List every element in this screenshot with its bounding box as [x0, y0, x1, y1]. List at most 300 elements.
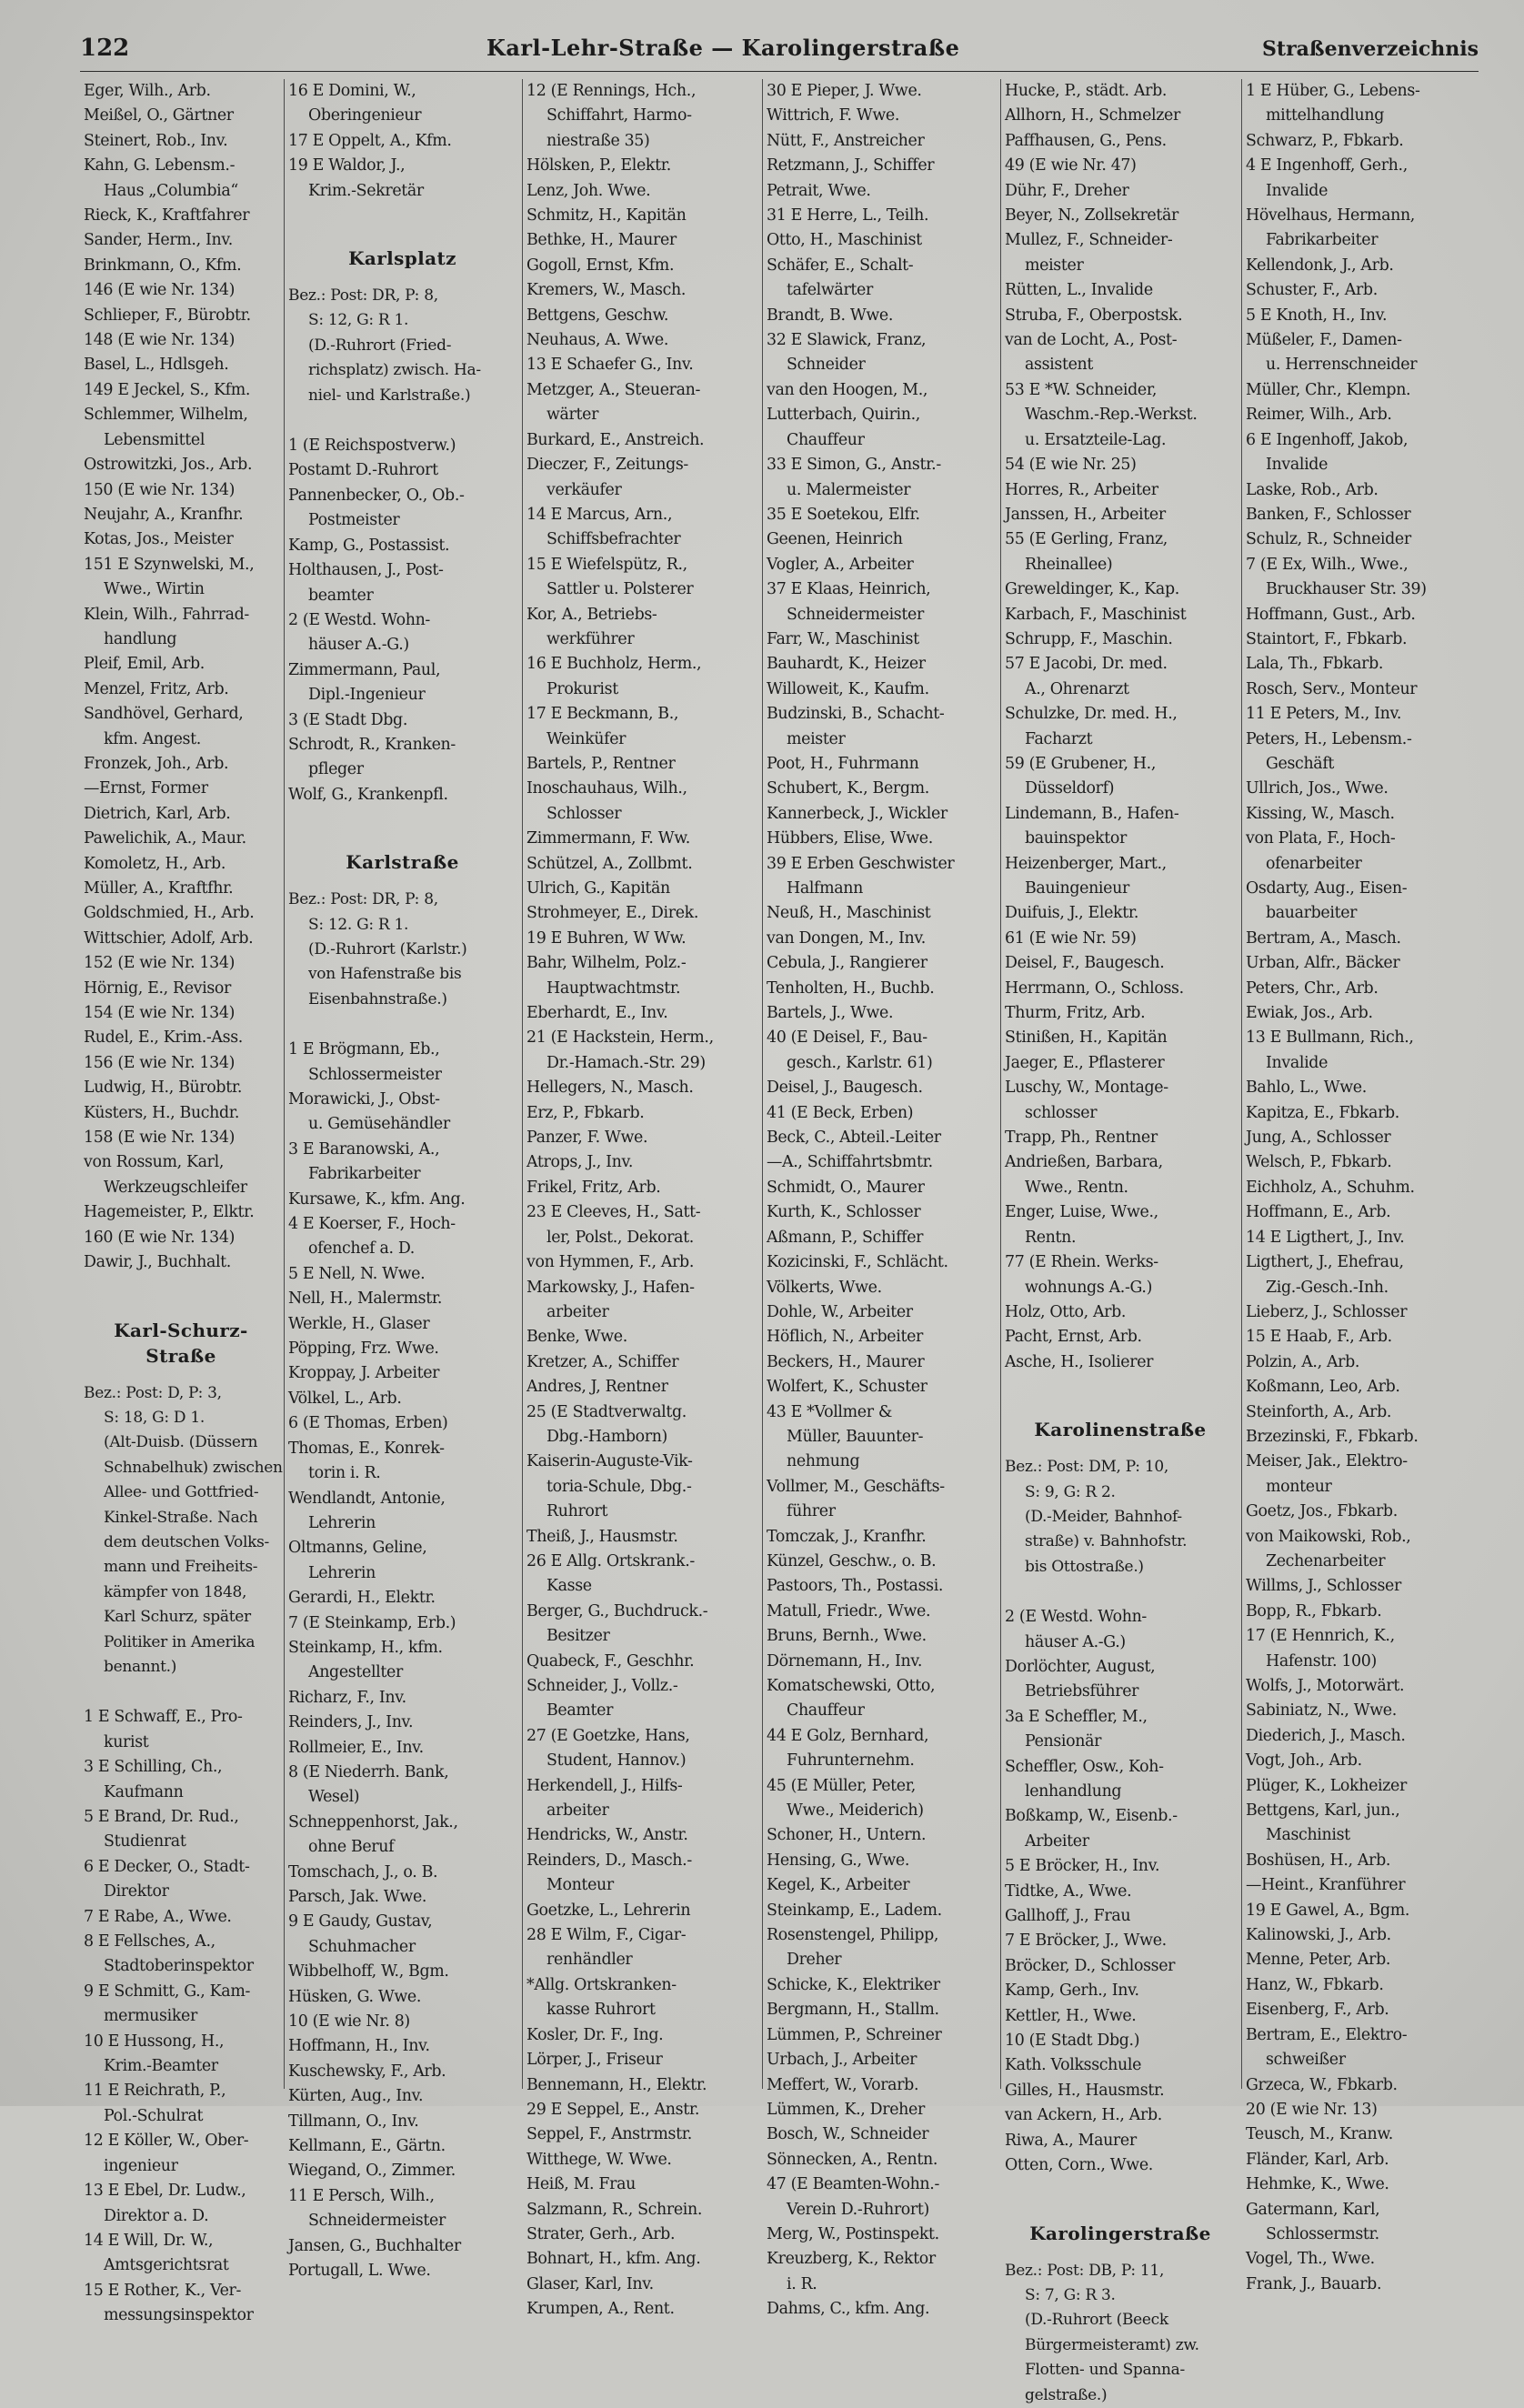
directory-entry: Komoletz, H., Arb. — [84, 854, 226, 873]
directory-entry: Wittrich, F. Wwe. — [767, 106, 900, 125]
directory-entry: Kamp, G., Postassist. — [288, 536, 450, 555]
directory-entry: Dawir, J., Buchhalt. — [84, 1253, 231, 1272]
street-description-line: straße) v. Bahnhofstr. — [1025, 1532, 1188, 1551]
street-description-line: S: 18, G: D 1. — [104, 1408, 205, 1427]
directory-entry: Metzger, A., Steueran- — [526, 380, 701, 399]
directory-entry: Völkel, L., Arb. — [288, 1389, 402, 1408]
directory-entry: Kozicinski, F., Schlächt. — [767, 1253, 948, 1272]
directory-entry: mittelhandlung — [1266, 106, 1384, 125]
directory-entry: 15 E Rother, K., Ver- — [84, 2281, 242, 2300]
directory-entry: ofenarbeiter — [1266, 854, 1362, 873]
directory-entry: Hoffmann, Gust., Arb. — [1246, 605, 1416, 624]
directory-entry: Pawelichik, A., Maur. — [84, 829, 246, 848]
directory-entry: Reinders, D., Masch.- — [526, 1851, 692, 1870]
col1b-entries — [84, 1705, 278, 2328]
street-description-line: S: 7, G: R 3. — [1025, 2285, 1116, 2304]
directory-entry: Diederich, J., Masch. — [1246, 1726, 1406, 1745]
directory-entry: Hensing, G., Wwe. — [767, 1851, 910, 1870]
column-4 — [763, 79, 1001, 2319]
directory-entry: Schmidt, O., Maurer — [767, 1178, 925, 1197]
directory-entry: *Allg. Ortskranken- — [526, 1975, 677, 1994]
directory-entry: 17 E Oppelt, A., Kfm. — [288, 131, 452, 150]
directory-entry: Ludwig, H., Bürobtr. — [84, 1079, 243, 1098]
directory-entry: Direktor — [104, 1882, 169, 1901]
directory-entry: 7 E Rabe, A., Wwe. — [84, 1907, 232, 1926]
directory-entry: 21 (E Hackstein, Herm., — [526, 1028, 714, 1048]
directory-entry: Chauffeur — [787, 1701, 865, 1721]
street-description-line: kämpfer von 1848, — [104, 1582, 247, 1601]
directory-entry: Hölsken, P., Elektr. — [526, 156, 671, 176]
directory-entry: 7 (E Steinkamp, Erb.) — [288, 1613, 456, 1632]
directory-entry: Andres, J, Rentner — [526, 1378, 668, 1397]
directory-entry: Karbach, F., Maschinist — [1005, 605, 1187, 624]
directory-entry: Verein D.-Ruhrort) — [787, 2200, 929, 2219]
directory-entry: Morawicki, J., Obst- — [288, 1090, 440, 1109]
directory-entry: u. Gemüsehändler — [308, 1115, 450, 1134]
directory-entry: Düsseldorf) — [1025, 779, 1115, 798]
directory-entry: Fuhrunternehm. — [787, 1751, 915, 1771]
directory-entry: Hauptwachtmstr. — [546, 978, 681, 998]
directory-entry: Vollmer, M., Geschäfts- — [767, 1477, 945, 1496]
street-description-line: Eisenbahnstraße.) — [308, 989, 447, 1008]
directory-entry: Jaeger, E., Pflasterer — [1005, 1053, 1165, 1072]
directory-entry: Schlossermeister — [308, 1065, 442, 1084]
street-description-line: Bez.: Post: DR, P: 8, — [288, 890, 438, 909]
directory-entry: Dorlöchter, August, — [1005, 1657, 1156, 1676]
directory-entry: Krim.-Sekretär — [308, 181, 424, 200]
directory-entry: Pol.-Schulrat — [104, 2106, 204, 2125]
directory-entry: 3 E Baranowski, A., — [288, 1139, 440, 1159]
directory-entry: Wiegand, O., Zimmer. — [288, 2162, 456, 2181]
directory-entry: Schneidermeister — [787, 605, 924, 624]
directory-entry: Dietrich, Karl, Arb. — [84, 804, 231, 823]
directory-entry: van Dongen, M., Inv. — [767, 928, 926, 948]
street-description-line: (Alt-Duisb. (Düssern — [104, 1433, 258, 1452]
directory-entry: 44 E Golz, Bernhard, — [767, 1726, 929, 1745]
directory-entry: von Maikowski, Rob., — [1246, 1527, 1411, 1546]
directory-entry: Wwe., Meiderich) — [787, 1801, 924, 1821]
directory-entry: Schwarz, P., Fbkarb. — [1246, 131, 1404, 150]
directory-entry: Dühr, F., Dreher — [1005, 181, 1129, 200]
directory-entry: i. R. — [787, 2274, 817, 2293]
directory-entry: Pannenbecker, O., Ob.- — [288, 486, 465, 505]
directory-entry: Waschm.-Rep.-Werkst. — [1025, 406, 1198, 425]
directory-entry: 14 E Will, Dr. W., — [84, 2231, 214, 2250]
directory-entry: Wolfs, J., Motorwärt. — [1246, 1677, 1405, 1695]
directory-entry: Retzmann, J., Schiffer — [767, 156, 935, 176]
directory-entry: Schrupp, F., Maschin. — [1005, 629, 1173, 648]
directory-entry: Kretzer, A., Schiffer — [526, 1352, 679, 1371]
directory-entry: Merg, W., Postinspekt. — [767, 2224, 939, 2243]
directory-entry: Schneidermeister — [308, 2212, 446, 2231]
directory-entry: Wesel) — [308, 1788, 360, 1807]
directory-entry: Wittschier, Adolf, Arb. — [84, 928, 254, 948]
directory-entry: Parsch, Jak. Wwe. — [288, 1888, 427, 1906]
directory-entry: Urban, Alfr., Bäcker — [1246, 954, 1400, 973]
directory-entry: Dbg.-Hamborn) — [546, 1427, 667, 1446]
street-description-line: Kinkel-Straße. Nach — [104, 1508, 258, 1527]
directory-entry: Tillmann, O., Inv. — [288, 2112, 419, 2131]
street-description-line: bis Ottostraße.) — [1025, 1557, 1144, 1576]
directory-entry: 47 (E Beamten-Wohn.- — [767, 2175, 939, 2194]
directory-entry: assistent — [1025, 356, 1094, 375]
directory-entry: Rosch, Serv., Monteur — [1246, 679, 1418, 698]
directory-entry: mermusiker — [104, 2007, 197, 2026]
directory-entry: 158 (E wie Nr. 134) — [84, 1129, 235, 1148]
directory-entry: von Plata, F., Hoch- — [1246, 829, 1396, 848]
directory-entry: Arbeiter — [1025, 1831, 1089, 1851]
directory-entry: Seppel, F., Anstrmstr. — [526, 2125, 692, 2144]
directory-entry: Kurth, K., Schlosser — [767, 1203, 921, 1222]
directory-entry: Burkard, E., Anstreich. — [526, 430, 705, 449]
directory-entry: Steinert, Rob., Inv. — [84, 131, 228, 150]
directory-entry: Pacht, Ernst, Arb. — [1005, 1328, 1142, 1347]
directory-entry: Müller, Bauunter- — [787, 1427, 924, 1446]
directory-entry: Goetzke, L., Lehrerin — [526, 1901, 691, 1920]
directory-entry: Pastoors, Th., Postassi. — [767, 1577, 944, 1596]
directory-entry: Willoweit, K., Kaufm. — [767, 679, 929, 698]
directory-entry: Scheffler, Osw., Koh- — [1005, 1757, 1164, 1776]
directory-entry: 13 E Ebel, Dr. Ludw., — [84, 2182, 246, 2201]
directory-entry: Bethke, H., Maurer — [526, 231, 677, 250]
directory-entry: Klein, Wilh., Fahrrad- — [84, 605, 249, 624]
directory-entry: 54 (E wie Nr. 25) — [1005, 456, 1137, 475]
directory-entry: Beckers, H., Maurer — [767, 1352, 925, 1371]
directory-entry: Dr.-Hamach.-Str. 29) — [546, 1053, 706, 1072]
column-3 — [523, 79, 763, 2319]
directory-entry: Vogel, Th., Wwe. — [1246, 2250, 1375, 2269]
street-description-line: niel- und Karlstraße.) — [308, 386, 471, 405]
directory-entry: 57 E Jacobi, Dr. med. — [1005, 655, 1168, 674]
directory-entry: 2 (E Westd. Wohn- — [288, 610, 430, 629]
directory-entry: Tomczak, J., Kranfhr. — [767, 1527, 927, 1546]
directory-entry: arbeiter — [546, 1801, 609, 1821]
directory-entry: Dohle, W., Arbeiter — [767, 1302, 913, 1321]
directory-entry: Witthege, W. Wwe. — [526, 2150, 672, 2169]
directory-entry: Asche, H., Isolierer — [1005, 1352, 1154, 1371]
directory-entry: Vogler, A., Arbeiter — [767, 555, 914, 574]
directory-entry: Kreuzberg, K., Rektor — [767, 2250, 936, 2269]
directory-entry: Theiß, J., Hausmstr. — [526, 1527, 678, 1546]
directory-entry: Glaser, Karl, Inv. — [526, 2274, 654, 2293]
directory-entry: Steinforth, A., Arb. — [1246, 1402, 1392, 1421]
directory-entry: Oltmanns, Geline, — [288, 1539, 427, 1558]
directory-entry: nehmung — [787, 1452, 860, 1471]
directory-entry: 37 E Klaas, Heinrich, — [767, 580, 931, 599]
directory-entry: Hanz, W., Fbkarb. — [1246, 1975, 1384, 1994]
directory-entry: Farr, W., Maschinist — [767, 629, 919, 648]
directory-entry: Portugall, L. Wwe. — [288, 2262, 431, 2281]
directory-entry: Kremers, W., Masch. — [526, 281, 687, 300]
directory-entry: Prokurist — [546, 679, 618, 698]
directory-entry: Tenholten, H., Buchb. — [767, 978, 935, 998]
directory-entry: Trapp, Ph., Rentner — [1005, 1129, 1158, 1148]
directory-entry: werkführer — [546, 629, 635, 648]
directory-entry: Kath. Volksschule — [1005, 2056, 1142, 2075]
directory-entry: 148 (E wie Nr. 134) — [84, 331, 235, 350]
directory-entry: Sabiniatz, N., Wwe. — [1246, 1701, 1397, 1721]
column-1 — [80, 79, 285, 2325]
street-description-line: (D.-Ruhrort (Karlstr.) — [308, 939, 467, 958]
directory-entry: Inoschauhaus, Wilh., — [526, 779, 687, 798]
directory-entry: Lala, Th., Fbkarb. — [1246, 655, 1384, 674]
directory-entry: Bröcker, D., Schlosser — [1005, 1956, 1176, 1975]
street-description-line: Schnabelhuk) zwischen — [104, 1458, 283, 1477]
directory-entry: 3 (E Stadt Dbg. — [288, 710, 408, 729]
directory-entry: Kosler, Dr. F., Ing. — [526, 2025, 664, 2044]
directory-entry: Bohnart, H., kfm. Ang. — [526, 2250, 701, 2269]
directory-entry: Hoffmann, H., Inv. — [288, 2037, 430, 2056]
col6-entries — [1246, 79, 1473, 2297]
directory-entry: Bettgens, Geschw. — [526, 306, 669, 325]
col2c-entries — [288, 1038, 516, 2283]
directory-entry: Amtsgerichtsrat — [104, 2256, 229, 2275]
directory-entry: Frikel, Fritz, Arb. — [526, 1178, 661, 1197]
directory-entry: Willms, J., Schlosser — [1246, 1577, 1401, 1596]
directory-entry: Bartels, J., Wwe. — [767, 1004, 894, 1023]
directory-entry: Schmitz, H., Kapitän — [526, 206, 687, 226]
directory-entry: 3a E Scheffler, M., — [1005, 1707, 1148, 1726]
directory-entry: Thomas, E., Konrek- — [288, 1439, 445, 1458]
street-description-line: S: 12, G: R 1. — [308, 311, 409, 330]
directory-entry: Haus „Columbia“ — [104, 181, 238, 200]
directory-entry: ler, Polst., Dekorat. — [546, 1228, 694, 1247]
directory-entry: Berger, G., Buchdruck.- — [526, 1601, 708, 1620]
directory-entry: bauinspektor — [1025, 829, 1127, 848]
directory-entry: Fabrikarbeiter — [308, 1165, 421, 1184]
directory-entry: Gerardi, H., Elektr. — [288, 1589, 436, 1608]
directory-entry: kasse Ruhrort — [546, 2001, 656, 2020]
directory-entry: Oberingenieur — [308, 106, 422, 125]
directory-entry: Sandhövel, Gerhard, — [84, 705, 244, 724]
directory-entry: Bettgens, Karl, jun., — [1246, 1801, 1400, 1821]
directory-entry: Gogoll, Ernst, Kfm. — [526, 256, 675, 275]
page-title: Karl-Lehr-Straße — Karolingerstraße — [486, 35, 960, 61]
directory-entry: Lümmen, P., Schreiner — [767, 2025, 942, 2044]
directory-entry: Fländer, Karl, Arb. — [1246, 2150, 1389, 2169]
directory-entry: Dahms, C., kfm. Ang. — [767, 2300, 930, 2319]
street-heading-karolingerstrasse: Karolingerstraße — [1029, 2222, 1211, 2244]
directory-entry: Herkendell, J., Hilfs- — [526, 1776, 683, 1795]
directory-entry: Schlemmer, Wilhelm, — [84, 406, 248, 425]
directory-entry: 10 (E wie Nr. 8) — [288, 2012, 410, 2032]
directory-entry: Maschinist — [1266, 1826, 1350, 1845]
directory-entry: 35 E Soetekou, Elfr. — [767, 505, 920, 524]
directory-entry: verkäufer — [546, 480, 622, 499]
directory-entry: Hagemeister, P., Elktr. — [84, 1203, 255, 1222]
directory-entry: Horres, R., Arbeiter — [1005, 480, 1158, 499]
directory-entry: Enger, Luise, Wwe., — [1005, 1203, 1158, 1222]
street-heading-karolinenstrasse: Karolinenstraße — [1034, 1419, 1207, 1441]
directory-entry: Meffert, W., Vorarb. — [767, 2075, 919, 2094]
directory-entry: van den Hoogen, M., — [767, 380, 928, 399]
directory-entry: 33 E Simon, G., Anstr.- — [767, 456, 941, 475]
directory-entry: Lehrerin — [308, 1513, 376, 1532]
directory-entry: Zimmermann, Paul, — [288, 660, 441, 679]
directory-entry: Sander, Herm., Inv. — [84, 231, 233, 250]
directory-entry: 7 (E Ex, Wilh., Wwe., — [1246, 555, 1409, 574]
directory-entry: 41 (E Beck, Erben) — [767, 1103, 914, 1122]
directory-entry: Matull, Friedr., Wwe. — [767, 1601, 931, 1620]
directory-entry: Poot, H., Fuhrmann — [767, 754, 919, 773]
directory-entry: Stinißen, H., Kapitän — [1005, 1028, 1168, 1048]
directory-entry: Student, Hannov.) — [546, 1751, 687, 1771]
col4-entries — [767, 79, 995, 2323]
directory-entry: Allhorn, H., Schmelzer — [1005, 106, 1180, 125]
directory-entry: Invalide — [1266, 456, 1328, 475]
directory-entry: Komatschewski, Otto, — [767, 1677, 936, 1695]
directory-entry: Schubert, K., Bergm. — [767, 779, 929, 798]
directory-entry: 5 E Bröcker, H., Inv. — [1005, 1857, 1160, 1876]
column-6 — [1242, 79, 1479, 2293]
directory-entry: Bruns, Bernh., Wwe. — [767, 1627, 927, 1646]
directory-entry: Sönnecken, A., Rentn. — [767, 2150, 937, 2169]
directory-entry: Kapitza, E., Fbkarb. — [1246, 1103, 1399, 1122]
directory-entry: Kannerbeck, J., Wickler — [767, 804, 947, 823]
directory-entry: Invalide — [1266, 1053, 1328, 1072]
directory-entry: Geschäft — [1266, 754, 1335, 773]
directory-entry: Basel, L., Hdlsgeh. — [84, 356, 229, 375]
directory-entry: Paffhausen, G., Pens. — [1005, 131, 1167, 150]
directory-entry: Beamter — [546, 1701, 614, 1721]
directory-entry: Küsters, H., Buchdr. — [84, 1103, 240, 1122]
directory-entry: Hendricks, W., Anstr. — [526, 1826, 688, 1845]
directory-entry: 6 E Decker, O., Stadt- — [84, 1857, 250, 1876]
directory-entry: Künzel, Geschw., o. B. — [767, 1551, 937, 1570]
directory-entry: Kettler, H., Wwe. — [1005, 2006, 1137, 2025]
directory-entry: pfleger — [308, 760, 364, 779]
directory-entry: —A., Schiffahrtsbmtr. — [767, 1153, 933, 1172]
directory-entry: Kaufmann — [104, 1782, 184, 1801]
directory-entry: Hafenstr. 100) — [1266, 1651, 1377, 1671]
directory-entry: 13 E Bullmann, Rich., — [1246, 1028, 1414, 1048]
directory-entry: Lebensmittel — [104, 430, 206, 449]
directory-entry: 17 (E Hennrich, K., — [1246, 1627, 1395, 1646]
directory-entry: Neuß, H., Maschinist — [767, 904, 931, 923]
directory-entry: Heiß, M. Frau — [526, 2175, 636, 2194]
directory-entry: 8 E Fellsches, A., — [84, 1932, 216, 1951]
directory-entry: 77 (E Rhein. Werks- — [1005, 1253, 1158, 1272]
directory-entry: 6 (E Thomas, Erben) — [288, 1414, 448, 1433]
directory-entry: 1 (E Reichspostverw.) — [288, 436, 456, 456]
directory-entry: 27 (E Goetzke, Hans, — [526, 1726, 690, 1745]
directory-entry: Meiser, Jak., Elektro- — [1246, 1452, 1408, 1471]
street-description-line: richsplatz) zwisch. Ha- — [308, 361, 481, 380]
directory-entry: Osdarty, Aug., Eisen- — [1246, 879, 1408, 898]
directory-entry: 156 (E wie Nr. 134) — [84, 1053, 235, 1072]
directory-entry: Laske, Rob., Arb. — [1246, 480, 1379, 499]
directory-entry: Bahr, Wilhelm, Polz.- — [526, 954, 687, 973]
directory-entry: Kellendonk, J., Arb. — [1246, 256, 1394, 275]
directory-entry: Schuster, F., Arb. — [1246, 281, 1378, 300]
directory-entry: 152 (E wie Nr. 134) — [84, 954, 235, 973]
directory-entry: Bosch, W., Schneider — [767, 2125, 929, 2144]
directory-entry: 160 (E wie Nr. 134) — [84, 1228, 235, 1247]
directory-entry: gesch., Karlstr. 61) — [787, 1053, 933, 1072]
directory-entry: Andrießen, Barbara, — [1005, 1153, 1163, 1172]
directory-entry: Zechenarbeiter — [1266, 1551, 1386, 1570]
directory-entry: Rudel, E., Krim.-Ass. — [84, 1028, 243, 1048]
directory-entry: Chauffeur — [787, 430, 865, 449]
directory-entry: Schulzke, Dr. med. H., — [1005, 705, 1178, 724]
directory-entry: 5 E Nell, N. Wwe. — [288, 1264, 426, 1283]
directory-entry: 151 E Szynwelski, M., — [84, 555, 255, 574]
street-description-line: (D.-Ruhrort (Beeck — [1025, 2311, 1168, 2330]
directory-entry: Kellmann, E., Gärtn. — [288, 2137, 446, 2156]
directory-entry: Pleif, Emil, Arb. — [84, 655, 205, 674]
directory-entry: 149 E Jeckel, S., Kfm. — [84, 380, 251, 399]
street-description-line: Karl Schurz, später — [104, 1608, 251, 1627]
street-description-line: (D.-Meider, Bahnhof- — [1025, 1507, 1182, 1526]
directory-entry: Bertram, A., Masch. — [1246, 928, 1401, 948]
directory-entry: Urbach, J., Arbeiter — [767, 2051, 917, 2070]
directory-entry: Welsch, P., Fbkarb. — [1246, 1153, 1392, 1172]
directory-entry: Schützel, A., Zollbmt. — [526, 854, 693, 873]
directory-entry: 19 E Buhren, W Ww. — [526, 928, 687, 948]
directory-entry: Deisel, J., Baugesch. — [767, 1079, 923, 1098]
directory-entry: Schiffahrt, Harmo- — [546, 106, 692, 125]
directory-entry: Nütt, F., Anstreicher — [767, 131, 925, 150]
directory-entry: 61 (E wie Nr. 59) — [1005, 928, 1137, 948]
directory-entry: 8 (E Niederrh. Bank, — [288, 1762, 449, 1781]
directory-entry: Steinkamp, H., kfm. — [288, 1638, 443, 1657]
directory-entry: Halfmann — [787, 879, 863, 898]
directory-entry: Besitzer — [546, 1627, 610, 1646]
col2a-entries — [288, 79, 516, 204]
col1-bez — [84, 1381, 283, 1681]
directory-entry: 16 E Buchholz, Herm., — [526, 655, 702, 674]
directory-entry: Direktor a. D. — [104, 2206, 209, 2225]
directory-entry: Neujahr, A., Kranfhr. — [84, 505, 244, 524]
directory-entry: toria-Schule, Dbg.- — [546, 1477, 692, 1496]
directory-entry: 2 (E Westd. Wohn- — [1005, 1608, 1147, 1627]
directory-entry: ingenieur — [104, 2156, 178, 2175]
directory-entry: Schoner, H., Untern. — [767, 1826, 927, 1845]
directory-entry: Rheinallee) — [1025, 555, 1113, 574]
directory-entry: Goldschmied, H., Arb. — [84, 904, 255, 923]
directory-entry: 39 E Erben Geschwister — [767, 854, 955, 873]
directory-entry: Pöpping, Frz. Wwe. — [288, 1339, 439, 1359]
directory-entry: Strohmeyer, E., Direk. — [526, 904, 698, 923]
directory-entry: Geenen, Heinrich — [767, 530, 903, 549]
directory-entry: Neuhaus, A. Wwe. — [526, 331, 669, 350]
directory-entry: Struba, F., Oberpostsk. — [1005, 306, 1183, 325]
directory-entry: Kürten, Aug., Inv. — [288, 2087, 424, 2106]
directory-entry: Müller, A., Kraftfhr. — [84, 879, 234, 898]
directory-entry: meister — [1025, 256, 1084, 275]
directory-entry: —Heint., Kranführer — [1246, 1876, 1406, 1895]
directory-entry: Stadtoberinspektor — [104, 1957, 254, 1976]
directory-entry: 32 E Slawick, Franz, — [767, 331, 927, 350]
directory-entry: Aßmann, P., Schiffer — [767, 1228, 924, 1247]
col5-bez1 — [1005, 1455, 1236, 1580]
directory-entry: Atrops, J., Inv. — [526, 1153, 634, 1172]
directory-entry: —Ernst, Former — [84, 779, 208, 798]
street-description-line: Allee- und Gottfried- — [104, 1483, 259, 1502]
directory-entry: Hucke, P., städt. Arb. — [1005, 82, 1168, 100]
directory-entry: Studienrat — [104, 1832, 186, 1851]
directory-entry: Vogt, Joh., Arb. — [1246, 1751, 1362, 1771]
directory-entry: 5 E Brand, Dr. Rud., — [84, 1808, 239, 1826]
directory-entry: Tomschach, J., o. B. — [288, 1862, 438, 1881]
directory-entry: Wibbelhoff, W., Bgm. — [288, 1962, 449, 1982]
directory-entry: Rollmeier, E., Inv. — [288, 1738, 424, 1757]
directory-entry: 59 (E Grubener, H., — [1005, 754, 1157, 773]
directory-entry: Gatermann, Karl, — [1246, 2200, 1380, 2219]
directory-entry: Postamt D.-Ruhrort — [288, 461, 438, 480]
directory-entry: 11 E Peters, M., Inv. — [1246, 705, 1402, 724]
col2-bez2 — [288, 888, 516, 1012]
